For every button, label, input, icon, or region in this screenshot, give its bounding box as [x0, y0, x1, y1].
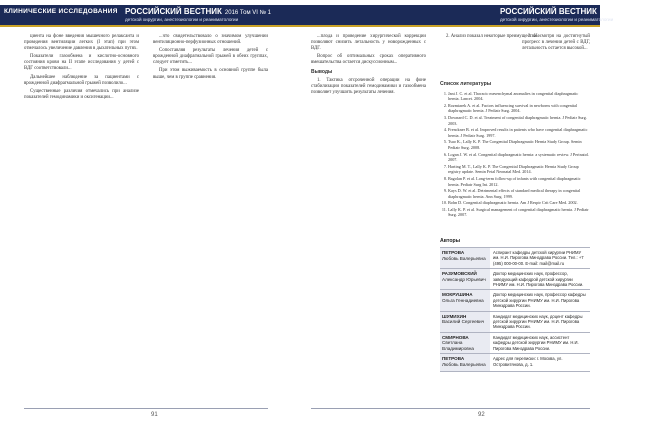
author-row — [440, 247, 590, 268]
author-last-name: МОКРУШИНА — [442, 292, 473, 298]
reference-item: 8. Bagolan P. et al. Long-term follow-up of infants with congenital diaphragmatic hernia. Pediatr Surg Int. 2012. — [448, 176, 590, 187]
authors-heading: Авторы — [440, 238, 461, 244]
reference-item: 10. Bohn D. Congenital diaphragmatic hernia. Am J Respir Crit Care Med. 2002. — [448, 200, 590, 206]
reference-item: 5. Tsao K., Lally K. P. The Congenital Diaphragmatic Hernia Study Group. Semin Pediatr Surg. 2008. — [448, 139, 590, 150]
reference-item: 9. Kays D. W. et al. Detrimental effects of standard medical therapy in congenital diaphragmatic hernia. Ann Surg. 1999. — [448, 188, 590, 199]
author-first-name: Ольга Геннадиевна — [442, 297, 484, 303]
left-column-1 — [24, 34, 139, 349]
author-info: Доктор медицинских наук, профессор, заведующий кафедрой детской хирургии РНИМУ им. Н.И. Пирогова Минздрава России. — [493, 271, 584, 288]
paragraph: 3. Несмотря на достигнутый прогресс в лечении детей с ВДГ, летальность остается высокой... — [522, 34, 590, 52]
header-accent-line — [0, 25, 300, 27]
author-last-name: СМИРНОВА — [442, 334, 469, 340]
right-column-3 — [522, 34, 590, 80]
left-header-bar — [0, 5, 300, 25]
paragraph: При этом выживаемость в основной группе была выше, чем в группе сравнения. — [153, 68, 268, 80]
reference-item: 7. Harting M. T., Lally K. P. The Congenital Diaphragmatic Hernia Study Group registry update. Semin Fetal Neonatal Med. 2014. — [448, 164, 590, 175]
paragraph: ...плода и проведение хирургической коррекции позволяют снизить летальность у новорожденных с ВДГ. — [311, 34, 426, 52]
right-page — [300, 0, 646, 424]
journal-volume: 2016 Том VI № 1 — [599, 10, 646, 16]
journal-title: РОССИЙСКИЙ ВЕСТНИК — [500, 7, 597, 16]
author-name — [440, 269, 490, 289]
left-page — [0, 0, 301, 424]
author-info: Доктор медицинских наук, профессор кафедры детской хирургии РНИМУ им. Н.И. Пирогова Минздрава России. — [493, 292, 586, 309]
section-label: КЛИНИЧЕСКИЕ ИССЛЕДОВАНИЯ — [4, 8, 118, 15]
author-info: Кандидат медицинских наук, ассистент кафедры детской хирургии РНИМУ им. Н.И. Пирогова Минздрава России. — [493, 334, 579, 351]
reference-item: 11. Lally K. P. et al. Surgical management of congenital diaphragmatic hernia. J Pediatr Surg. 2007. — [448, 207, 590, 218]
paragraph: ...что свидетельствовало о значимом улучшении вентиляционно-перфузионных отношений. — [153, 34, 268, 46]
author-first-name: Светлана Владимировна — [442, 340, 474, 351]
references-section — [440, 82, 590, 219]
author-last-name: ШУМИХИН — [442, 313, 467, 319]
author-last-name: ПЕТРОВА — [442, 356, 465, 362]
author-first-name: Любовь Валерьевна — [442, 255, 486, 261]
reference-item: 2. Rozmiarek A. et al. Factors influencing survival in newborns with congenital diaphragmatic hernia. J Pediatr Surg. 2004. — [448, 103, 590, 114]
author-last-name: ПЕТРОВА — [442, 250, 465, 255]
page-number: 92 — [478, 412, 485, 418]
author-row — [440, 289, 590, 310]
journal-brand — [500, 7, 646, 16]
author-row — [440, 311, 590, 332]
left-column-2 — [153, 34, 268, 349]
page-number: 91 — [151, 412, 158, 418]
reference-item: 3. Downard C. D. et al. Treatment of congenital diaphragmatic hernia. J Pediatr Surg. 2003. — [448, 115, 590, 126]
paragraph: Вопрос об оптимальных сроках оперативного вмешательства остается дискуссионным... — [311, 54, 426, 66]
paragraph: 2. Анализ показал некоторые преимущества... — [446, 34, 540, 39]
paragraph: циента на фоне введения мышечного релаксанта и проведения вентиляции легких (I этап) при этом отмечалось увеличение давления в дыхательных путях. — [24, 34, 139, 52]
author-info: Кандидат медицинских наук, доцент кафедры детской хирургии РНИМУ им. Н.И. Пирогова Минздрава России. — [493, 313, 583, 330]
author-first-name: Василий Сергеевич — [442, 319, 485, 325]
author-info: Адрес для переписки: г. Москва, ул. Островитянова, д. 1. — [493, 356, 563, 367]
footer-rule — [24, 408, 268, 409]
references-heading: Список литературы — [440, 81, 492, 87]
right-header-bar — [300, 5, 646, 25]
journal-subtitle: детской хирургии, анестезиологии и реаниматологии — [500, 17, 614, 22]
footer-rule — [311, 408, 590, 409]
reference-item: 6. Logan J. W. et al. Congenital diaphragmatic hernia: a systematic review. J Perinatol. 2007. — [448, 152, 590, 163]
author-first-name: Любовь Валерьевна — [442, 361, 486, 367]
author-info: Аспирант кафедры детской хирургии РНИМУ им. Н.И. Пирогова Минздрава России. Тел.: +7 (495) 000-00-00. E-mail: mail@mail.ru — [493, 250, 584, 266]
header-accent-line — [300, 25, 600, 27]
author-name — [440, 354, 490, 371]
journal-volume: 2016 Том VI № 1 — [224, 10, 272, 16]
paragraph: Сопоставляя результаты лечения детей с врожденной диафрагмальной грыжей в обеих группах, следует отметить... — [153, 48, 268, 66]
author-row — [440, 268, 590, 289]
reference-item: 4. Frenckner B. et al. Improved results in patients who have congenital diaphragmatic hernia. J Pediatr Surg. 1997. — [448, 127, 590, 138]
right-column-1 — [311, 34, 426, 349]
conclusions-heading: Выводы — [311, 69, 333, 76]
author-row — [440, 353, 590, 372]
author-name — [440, 333, 490, 354]
author-first-name: Александр Юрьевич — [442, 276, 486, 282]
paragraph: Дальнейшее наблюдение за пациентами с врожденной диафрагмальной грыжей позволило... — [24, 74, 139, 86]
journal-brand — [125, 7, 271, 16]
author-name — [440, 312, 490, 332]
journal-subtitle: детской хирургии, анестезиологии и реаниматологии — [125, 17, 239, 22]
paragraph: Показатели газообмена и кислотно-основного состояния крови на II этапе исследования у детей с ВДГ соответствовали... — [24, 54, 139, 72]
paragraph: Существенные различия отмечались при анализе показателей гемодинамики и оксигенации... — [24, 88, 139, 100]
author-name — [440, 290, 490, 310]
author-last-name: РАЗУМОВСКИЙ — [442, 271, 477, 277]
paragraph: 1. Тактика отсроченной операции на фоне стабилизации показателей гемодинамики и газообмена позволяет улучшить результаты лечения. — [311, 77, 426, 95]
journal-title: РОССИЙСКИЙ ВЕСТНИК — [125, 7, 222, 16]
author-name — [440, 248, 490, 268]
reference-item: 1. Jani J. C. et al. Thoracic mesenchymal anomalies in congenital diaphragmatic hernia. Lancet. 2004. — [448, 91, 590, 102]
references-list — [440, 91, 590, 218]
author-row — [440, 332, 590, 354]
authors-section — [440, 238, 590, 372]
